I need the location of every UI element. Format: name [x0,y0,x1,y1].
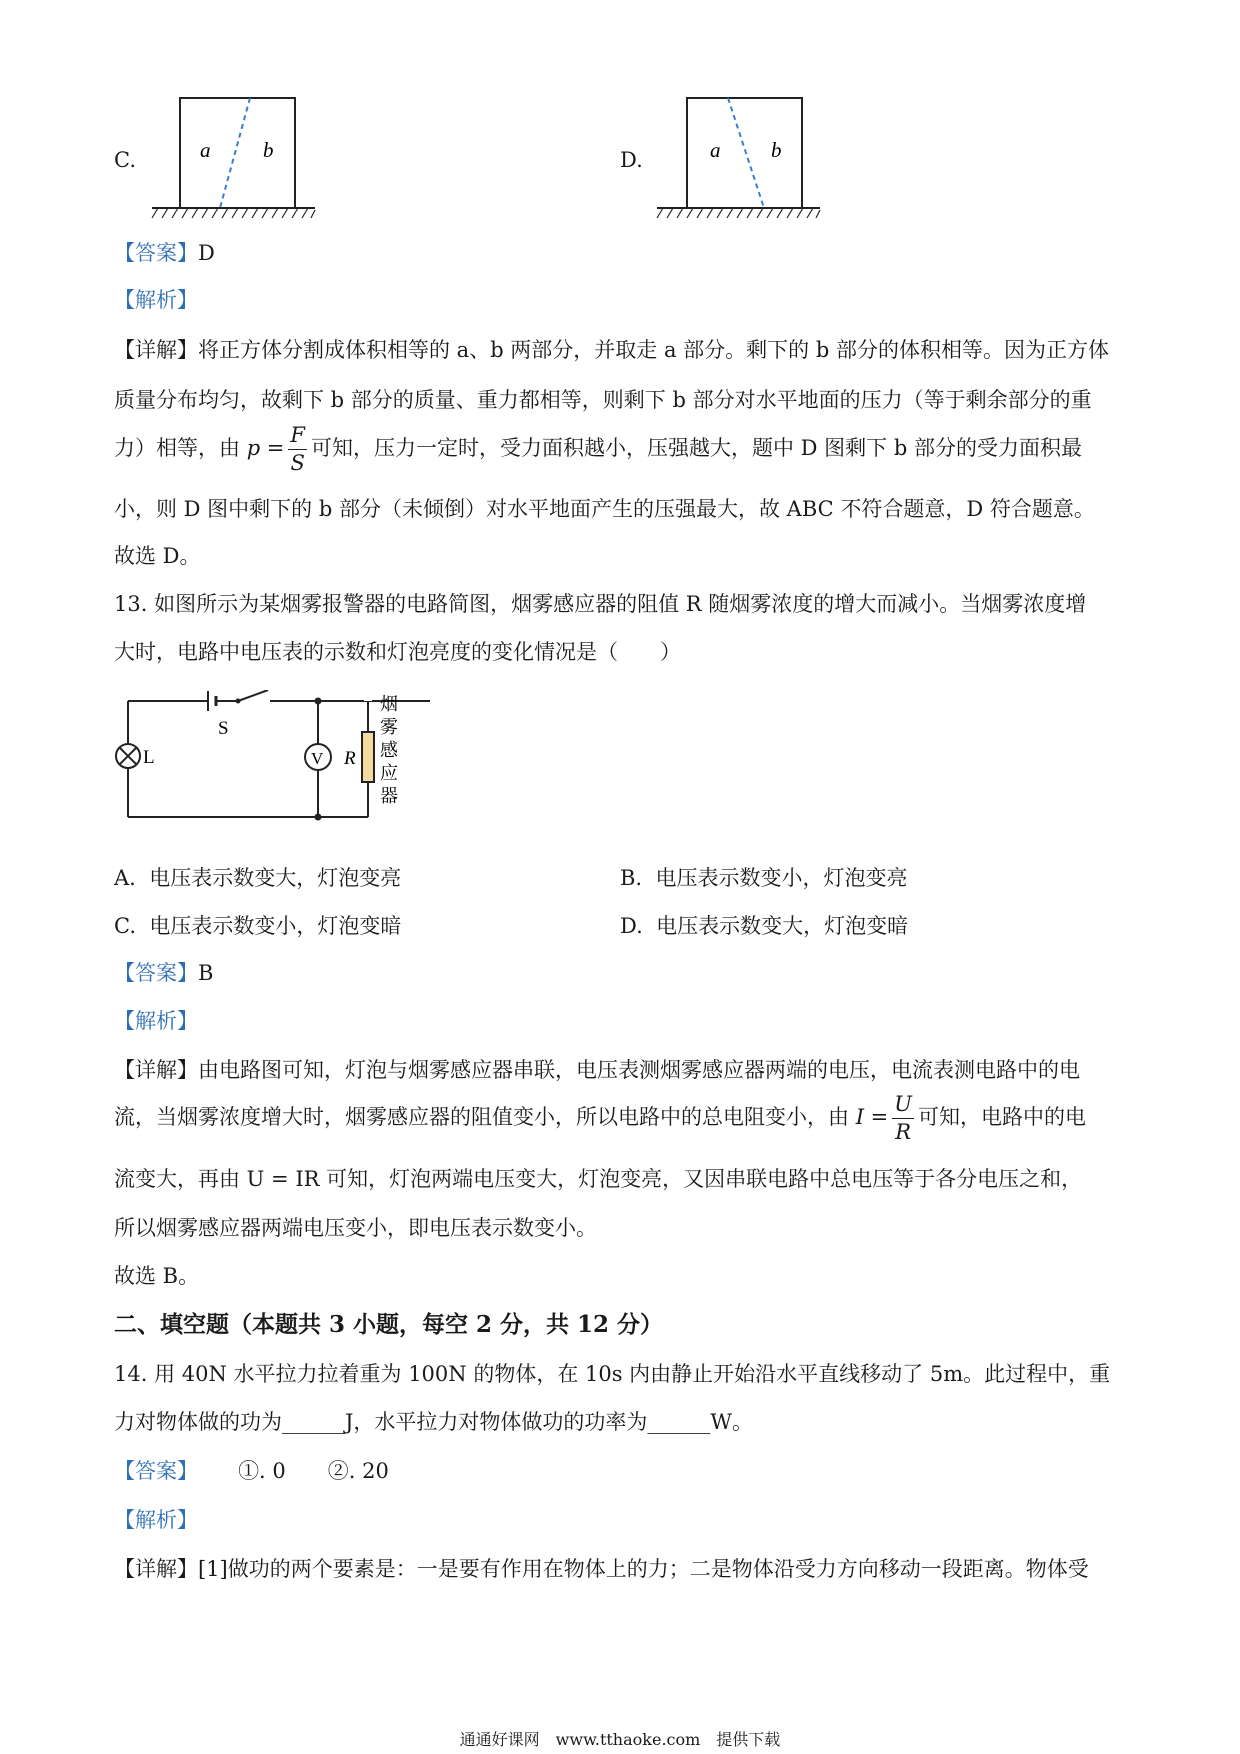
fig-d-a-label: a [710,138,721,162]
answer-value: ①. 0 ②. 20 [238,1459,389,1483]
detail-tag: 【详解】 [114,1557,198,1581]
switch-label: S [218,718,229,739]
formula-fraction: $\frac{U}{R}$ [894,1092,912,1144]
option-text: 电压表示数变大，灯泡变亮 [149,866,402,890]
option-c [114,910,401,940]
q14-stem-line-2: 力对物体做的功为______J，水平拉力对物体做功的功率为______W。 [114,1410,754,1434]
q13-detail-line-3: 流变大，再由 U = IR 可知，灯泡两端电压变大，灯泡变亮，又因串联电路中总电压等于各分电压之和， [114,1167,1083,1191]
q13-detail-line-1 [114,1054,1080,1084]
q13-analysis-tag: 【解析】 [114,1009,198,1033]
q12-answer [114,237,215,267]
q13-stem-line-1: 13. 如图所示为某烟雾报警器的电路简图，烟雾感应器的阻值 R 随烟雾浓度的增大而减小。当烟雾浓度增 [114,592,1087,616]
q12-detail-line-4: 小，则 D 图中剩下的 b 部分（未倾倒）对水平地面产生的压强最大，故 ABC 不符合题意，D 符合题意。 [114,497,1095,521]
q12-conclusion: 故选 D。 [114,544,201,568]
fig-d-b-label: b [771,138,782,162]
sensor-char-2: 雾 [380,717,398,738]
q13-stem-line-2: 大时，电路中电压表的示数和灯泡亮度的变化情况是（ ） [114,640,681,664]
option-text: 电压表示数变大，灯泡变暗 [656,914,909,938]
answer-value: D [198,241,215,265]
option-text: 电压表示数变小，灯泡变亮 [655,866,908,890]
q14-detail-line-1 [114,1553,1089,1583]
answer-tag: 【答案】 [114,241,198,265]
option-label: C. [114,914,136,938]
sensor-char-3: 感 [380,740,398,761]
figure-c-label: C. [114,148,136,172]
q12-detail-line-2: 质量分布均匀，故剩下 b 部分的质量、重力都相等，则剩下 b 部分对水平地面的压力（等于剩余部分的重 [114,388,1092,412]
figure-d-label: D. [620,148,643,172]
q13-detail-line-4: 所以烟雾感应器两端电压变小，即电压表示数变小。 [114,1216,597,1240]
q13-answer [114,957,213,987]
answer-value: B [198,961,214,985]
figure-c-diagram [140,90,320,225]
detail-text: 由电路图可知，灯泡与烟雾感应器串联，电压表测烟雾感应器两端的电压，电流表测电路中的电 [198,1058,1080,1082]
option-label: D. [620,914,643,938]
page-footer: 通通好课网 www.tthaoke.com 提供下载 [459,1730,781,1749]
formula-fraction: $\frac{F}{S}$ [290,423,305,475]
sensor-char-5: 器 [380,786,398,807]
q13-detail-line-2 [114,1094,1086,1143]
option-label: A. [114,866,136,890]
formula-lhs: p = [246,436,285,460]
circuit-diagram [110,690,430,825]
q14-stem-line-1: 14. 用 40N 水平拉力拉着重为 100N 的物体，在 10s 内由静止开始沿水平直线移动了 5m。此过程中，重 [114,1362,1111,1386]
option-d [620,910,908,940]
detail-text: 将正方体分割成体积相等的 a、b 两部分，并取走 a 部分。剩下的 b 部分的体积相等。因为正方体 [198,338,1109,362]
option-label: B. [620,866,643,890]
q12-detail-line-3 [114,425,1082,474]
voltmeter-label: V [311,749,324,768]
answer-tag: 【答案】 [114,1459,198,1483]
detail-tag: 【详解】 [114,1058,198,1082]
section-title: 二、填空题（本题共 3 小题，每空 2 分，共 12 分） [114,1311,664,1338]
detail-text: 力）相等，由 [114,436,240,460]
formula-lhs: I = [855,1105,889,1129]
q14-answer [114,1455,389,1485]
fig-c-b-label: b [263,138,274,162]
option-a [114,862,401,892]
q14-analysis-tag: 【解析】 [114,1508,198,1532]
detail-text: [1]做功的两个要素是：一是要有作用在物体上的力；二是物体沿受力方向移动一段距离。物体受 [198,1557,1089,1581]
detail-text: 流，当烟雾浓度增大时，烟雾感应器的阻值变小，所以电路中的总电阻变小，由 [114,1105,849,1129]
resistor-label: R [344,748,356,769]
option-b [620,862,907,892]
sensor-char-1: 烟 [380,694,398,715]
fig-c-a-label: a [200,138,211,162]
detail-text: 可知，压力一定时，受力面积越小，压强越大，题中 D 图剩下 b 部分的受力面积最 [310,436,1082,460]
sensor-char-4: 应 [380,763,398,784]
q12-analysis-tag: 【解析】 [114,288,198,312]
detail-text: 可知，电路中的电 [917,1105,1086,1129]
answer-tag: 【答案】 [114,961,198,985]
figure-d-diagram [645,90,825,225]
detail-tag: 【详解】 [114,338,198,362]
lamp-label: L [143,747,155,768]
q12-detail-line-1 [114,334,1109,364]
option-text: 电压表示数变小，灯泡变暗 [149,914,402,938]
q13-conclusion: 故选 B。 [114,1264,200,1288]
